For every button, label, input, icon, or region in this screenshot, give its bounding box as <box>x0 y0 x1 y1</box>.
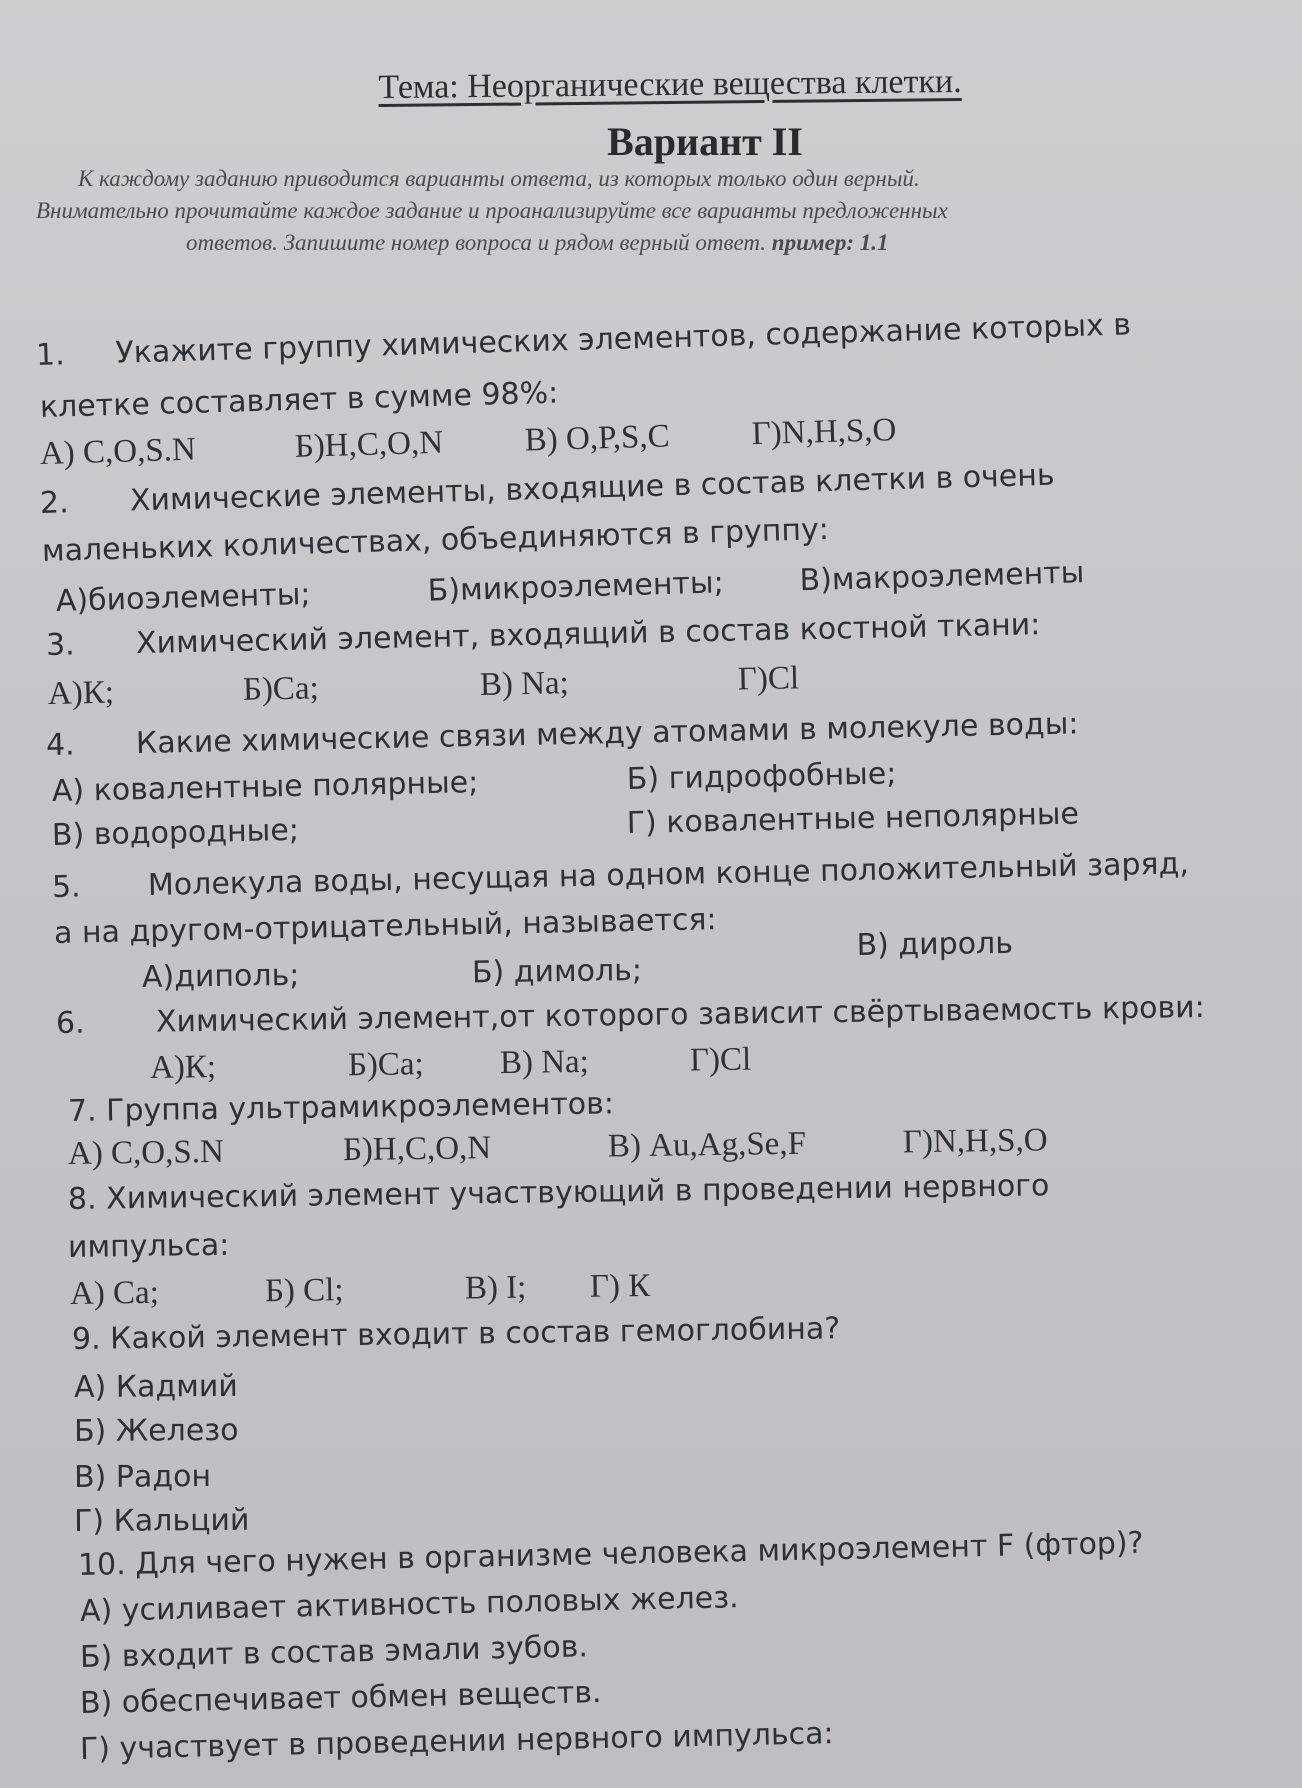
question-3-number: 3. <box>45 627 75 663</box>
instructions-line-3 <box>186 230 889 256</box>
question-2-text-2: маленьких количествах, объединяются в группу: <box>41 512 830 569</box>
question-8-options <box>70 1266 770 1316</box>
option-b: Б) Cl; <box>264 1272 344 1310</box>
option-b: Б)Са; <box>347 1046 424 1084</box>
option-d: Г)Cl <box>737 660 800 698</box>
question-5-text: Молекула воды, несущая на одном конце положительный заряд, <box>147 846 1190 903</box>
option-b: Б)микроэлементы; <box>427 565 725 609</box>
option-c: В)макроэлементы <box>799 555 1085 599</box>
option-a: А) Са; <box>69 1274 160 1312</box>
question-8-text: Химический элемент участвующий в проведении нервного <box>105 1168 1050 1217</box>
option-a: А) ковалентные полярные; <box>51 765 479 809</box>
option-b: Б)H,C,O,N <box>342 1130 492 1169</box>
question-7-number: 7. <box>67 1093 97 1129</box>
question-3-text: Химический элемент, входящий в состав костной ткани: <box>135 607 1041 662</box>
option-a: А) C,O,S.N <box>67 1133 225 1172</box>
option-a: А)К; <box>47 674 115 712</box>
question-9-option-d: Г) Кальций <box>73 1502 250 1539</box>
question-5 <box>52 846 1190 905</box>
question-10-option-b: Б) входит в состав эмали зубов. <box>79 1629 589 1675</box>
question-10-option-d: Г) участвует в проведении нервного импульса: <box>79 1716 834 1767</box>
question-9-number: 9. <box>71 1321 101 1357</box>
question-9-option-a: А) Кадмий <box>73 1368 238 1405</box>
worksheet-title: Тема: Неорганические вещества клетки. <box>378 62 962 107</box>
option-c: В) O,P,S,C <box>524 418 671 459</box>
question-10-option-c: В) обеспечивает обмен веществ. <box>79 1675 602 1721</box>
option-d: Г)N,H,S,O <box>902 1122 1048 1161</box>
question-1-text-2: клетке составляет в сумме 98%: <box>39 375 559 425</box>
question-8 <box>68 1168 1050 1217</box>
option-c: В) Au,Ag,Se,F <box>607 1125 807 1165</box>
option-a: А)диполь; <box>141 957 300 995</box>
option-d: Г)Cl <box>689 1041 752 1079</box>
question-4-number: 4. <box>45 727 75 763</box>
question-5-number: 5. <box>51 869 81 905</box>
option-c: В) Na; <box>479 665 570 703</box>
question-8-number: 8. <box>67 1181 97 1217</box>
option-b: Б) гидрофобные; <box>626 756 897 797</box>
question-10-number: 10. <box>77 1547 127 1583</box>
question-10-text: Для чего нужен в организме человека микроэлемент F (фтор)? <box>134 1525 1144 1582</box>
question-8-text-2: импульса: <box>67 1227 230 1265</box>
question-7 <box>68 1086 614 1129</box>
question-9-option-c: В) Радон <box>73 1459 212 1495</box>
option-a: А)биоэлементы; <box>55 576 311 619</box>
question-9-option-b: Б) Железо <box>73 1412 239 1449</box>
option-d: Г)N,H,S,O <box>751 412 897 453</box>
question-7-options <box>68 1121 1108 1176</box>
question-1-number: 1. <box>35 337 66 373</box>
question-5-options <box>141 925 1042 1000</box>
question-10-option-a: А) усиливает активность половых желез. <box>79 1580 740 1629</box>
option-d: Г) К <box>589 1267 651 1305</box>
instructions-line-2: Внимательно прочитайте каждое задание и проанализируйте все варианты предложенных <box>36 198 948 223</box>
option-c: В) I; <box>464 1269 527 1307</box>
question-4-text: Какие химические связи между атомами в молекуле воды: <box>135 706 1079 762</box>
question-6-options <box>150 1040 850 1090</box>
question-4 <box>46 706 1079 763</box>
option-a: А)К; <box>149 1049 217 1086</box>
option-c: В) дироль <box>856 925 1014 964</box>
question-1-text: Укажите группу химических элементов, содержание которых в <box>115 307 1132 371</box>
question-2-number: 2. <box>39 485 70 521</box>
instructions-example: пример: 1.1 <box>771 230 889 255</box>
question-5-text-2: а на другом-отрицательный, называется: <box>53 902 717 951</box>
option-c: В) водородные; <box>51 812 300 853</box>
option-c: В) Na; <box>499 1043 590 1082</box>
option-b: Б) димоль; <box>471 953 643 991</box>
question-2-text: Химические элементы, входящие в состав клетки в очень <box>129 457 1055 519</box>
question-9-text: Какой элемент входит в состав гемоглобина? <box>109 1311 841 1357</box>
question-6-number: 6. <box>55 1005 85 1041</box>
question-3-options <box>48 659 849 716</box>
option-a: А) C,O,S.N <box>39 431 197 472</box>
option-d: Г) ковалентные неполярные <box>626 796 1080 841</box>
question-1 <box>36 307 1132 373</box>
instructions-line-1: К каждому заданию приводится варианты ответа, из которых только один верный. <box>78 166 920 191</box>
option-b: Б)Са; <box>242 670 320 708</box>
question-6-text: Химический элемент,от которого зависит свёртываемость крови: <box>155 989 1206 1040</box>
variant-heading: Вариант II <box>607 119 803 164</box>
instructions-text: ответов. Запишите номер вопроса и рядом верный ответ. <box>186 230 767 255</box>
question-9 <box>72 1311 841 1357</box>
option-b: Б)H,C,O,N <box>294 424 444 465</box>
question-7-text: Группа ультрамикроэлементов: <box>105 1086 615 1129</box>
